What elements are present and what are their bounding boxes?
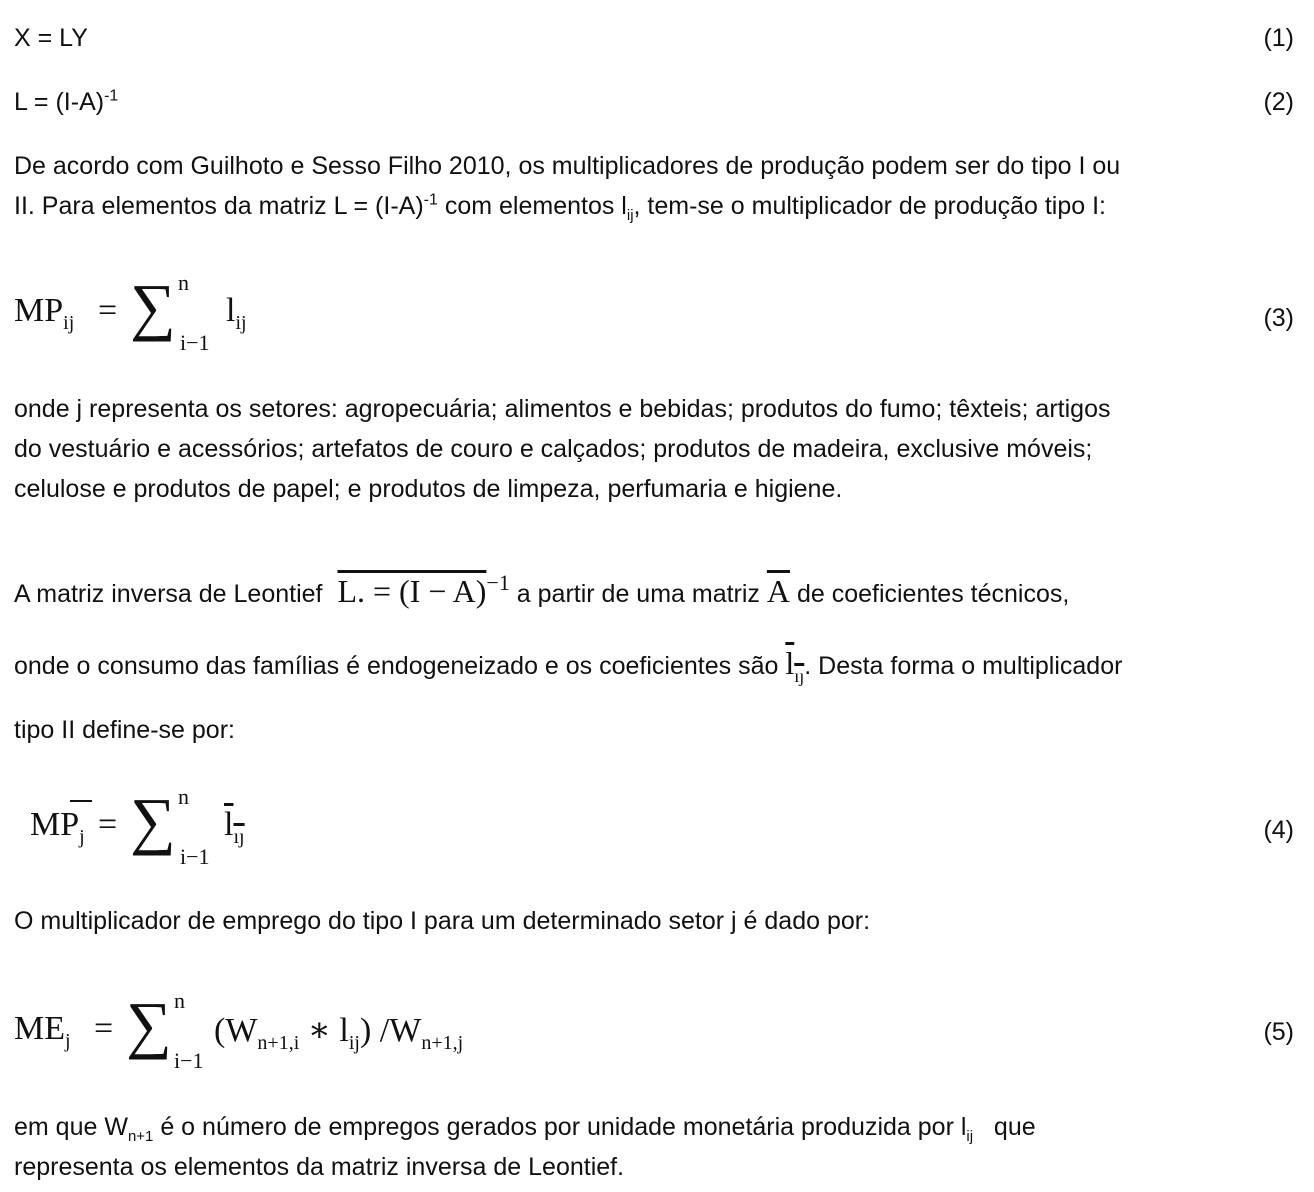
paragraph-3-matrix-A: $\overline{A}$ (766, 573, 790, 609)
equation-4 (30, 776, 330, 876)
equation-4-term (224, 806, 245, 849)
equation-5-upper-limit: n (174, 988, 185, 1013)
paragraph-1-line-1: De acordo com Guilhoto e Sesso Filho 2010, os multiplicadores de produção podem ser do tipo I ou (14, 152, 1121, 180)
equation-5-lhs (14, 1010, 71, 1053)
equation-3-number: (3) (1263, 304, 1294, 332)
paragraph-6 (14, 1107, 1304, 1187)
paragraph-4 (14, 640, 1304, 753)
equation-5-lhs-subscript: j (65, 1030, 71, 1052)
paragraph-6-subscript-b: ij (966, 1128, 974, 1145)
equation-4-lower-limit: i−1 (180, 844, 210, 869)
paragraph-3-text-a: A matriz inversa de Leontief (14, 580, 323, 608)
equation-3-equals: = (98, 292, 118, 329)
equation-4-sigma: ∑ (130, 785, 176, 856)
paragraph-2-line-2: do vestuário e acessórios; artefatos de couro e calçados; produtos de madeira, exclusive móveis; (14, 435, 1093, 463)
equation-5-w1-subscript: n+1,i (257, 1032, 300, 1054)
paragraph-3-L-bar (337, 573, 486, 609)
paragraph-1-text-d: , tem-se o multiplicador de produção tipo I: (633, 192, 1106, 220)
paragraph-6-text-b: é o número de empregos gerados por unidade monetária produzida por l (153, 1113, 967, 1141)
equation-5-body (214, 1010, 463, 1055)
paragraph-2-line-3: celulose e produtos de papel; e produtos de limpeza, perfumaria e higiene. (14, 475, 843, 503)
equation-3-term-text: l (226, 292, 236, 329)
paragraph-2-line-1: onde j representa os setores: agropecuária; alimentos e bebidas; produtos do fumo; têxteis; artigos (14, 395, 1111, 423)
paragraph-6-subscript-a: n+1 (127, 1128, 154, 1145)
paragraph-1-superscript: -1 (423, 191, 438, 209)
paragraph-1-subscript: ij (626, 207, 634, 224)
equation-4-upper-limit: n (178, 784, 189, 809)
paragraph-1-text-c: com elementos l (437, 192, 627, 220)
paragraph-4-text-a: onde o consumo das famílias é endogeneizado e os coeficientes são (14, 652, 779, 680)
paragraph-4-line-2: tipo II define-se por: (14, 716, 235, 744)
equation-2-text: L = (I-A) (14, 88, 105, 116)
equation-4-term-text: l (224, 806, 234, 843)
equation-3-term (226, 292, 247, 335)
equation-5 (14, 980, 574, 1080)
equation-4-lhs-subscript: j (79, 826, 85, 848)
equation-5-number: (5) (1263, 1018, 1294, 1046)
equation-2 (14, 82, 118, 122)
equation-4-lhs-MP: MP (30, 806, 80, 843)
equation-5-mid: ∗ l (299, 1012, 349, 1049)
paragraph-3 (14, 560, 1304, 617)
paragraph-1-text-b: II. Para elementos da matriz L = (I-A) (14, 192, 424, 220)
equation-3-lower-limit: i−1 (180, 330, 210, 355)
equation-5-open: (W (214, 1012, 258, 1049)
equation-3-lhs-subscript: ij (63, 312, 75, 334)
paragraph-1 (14, 146, 1304, 226)
paragraph-4-coefficient-subscript: ıȷ (794, 666, 805, 686)
equation-5-close: ) /W (359, 1012, 422, 1049)
equation-3-sigma: ∑ (130, 271, 176, 342)
equation-1 (14, 18, 88, 58)
equation-3-lhs-text: MP (14, 292, 64, 329)
equation-2-number: (2) (1263, 88, 1294, 116)
paragraph-4-line-1 (14, 640, 1304, 699)
equation-5-equals: = (94, 1010, 114, 1047)
paragraph-3-text-b: a partir de uma matriz (516, 580, 760, 608)
paragraph-4-text-b: . Desta forma o multiplicador (804, 652, 1123, 680)
paragraph-6-text-a: em que W (14, 1113, 128, 1141)
equation-5-lower-limit: i−1 (174, 1048, 204, 1073)
equation-1-number: (1) (1263, 24, 1294, 52)
equation-5-sigma: ∑ (126, 989, 172, 1060)
equation-4-P-bar (70, 800, 92, 802)
equation-1-text: X = LY (14, 24, 88, 52)
paragraph-1-line-2 (14, 186, 1304, 226)
equation-3 (14, 262, 314, 362)
paragraph-6-line-1 (14, 1107, 1304, 1147)
paragraph-4-coefficient (785, 645, 805, 686)
paragraph-3-equation-superscript: −1 (486, 570, 510, 595)
equation-3-upper-limit: n (178, 270, 189, 295)
equation-2-superscript: -1 (104, 87, 119, 105)
equation-4-term-subscript: ıȷ (233, 826, 245, 848)
equation-4-lhs (30, 806, 85, 849)
equation-3-lhs (14, 292, 74, 335)
paragraph-2 (14, 389, 1304, 509)
paragraph-5 (14, 901, 1304, 941)
paragraph-6-line-2: representa os elementos da matriz inversa de Leontief. (14, 1153, 625, 1181)
equation-5-w2-subscript: n+1,j (421, 1032, 464, 1054)
equation-4-number: (4) (1263, 816, 1294, 844)
equation-3-term-subscript: ij (235, 312, 247, 334)
equation-5-lhs-text: ME (14, 1010, 65, 1047)
equation-4-lhs-text (30, 806, 79, 843)
equation-5-mid-subscript: ij (348, 1032, 360, 1054)
paragraph-5-line-1: O multiplicador de emprego do tipo I para um determinado setor j é dado por: (14, 907, 871, 935)
paragraph-3-inline-equation (329, 570, 510, 609)
equation-4-equals: = (98, 806, 118, 843)
paragraph-4-coefficient-l: l (785, 645, 795, 681)
paragraph-6-text-c: que (973, 1113, 1036, 1141)
paragraph-3-equation-text: L. = (I − A) (337, 573, 487, 609)
paragraph-3-text-c: de coeficientes técnicos, (796, 580, 1070, 608)
